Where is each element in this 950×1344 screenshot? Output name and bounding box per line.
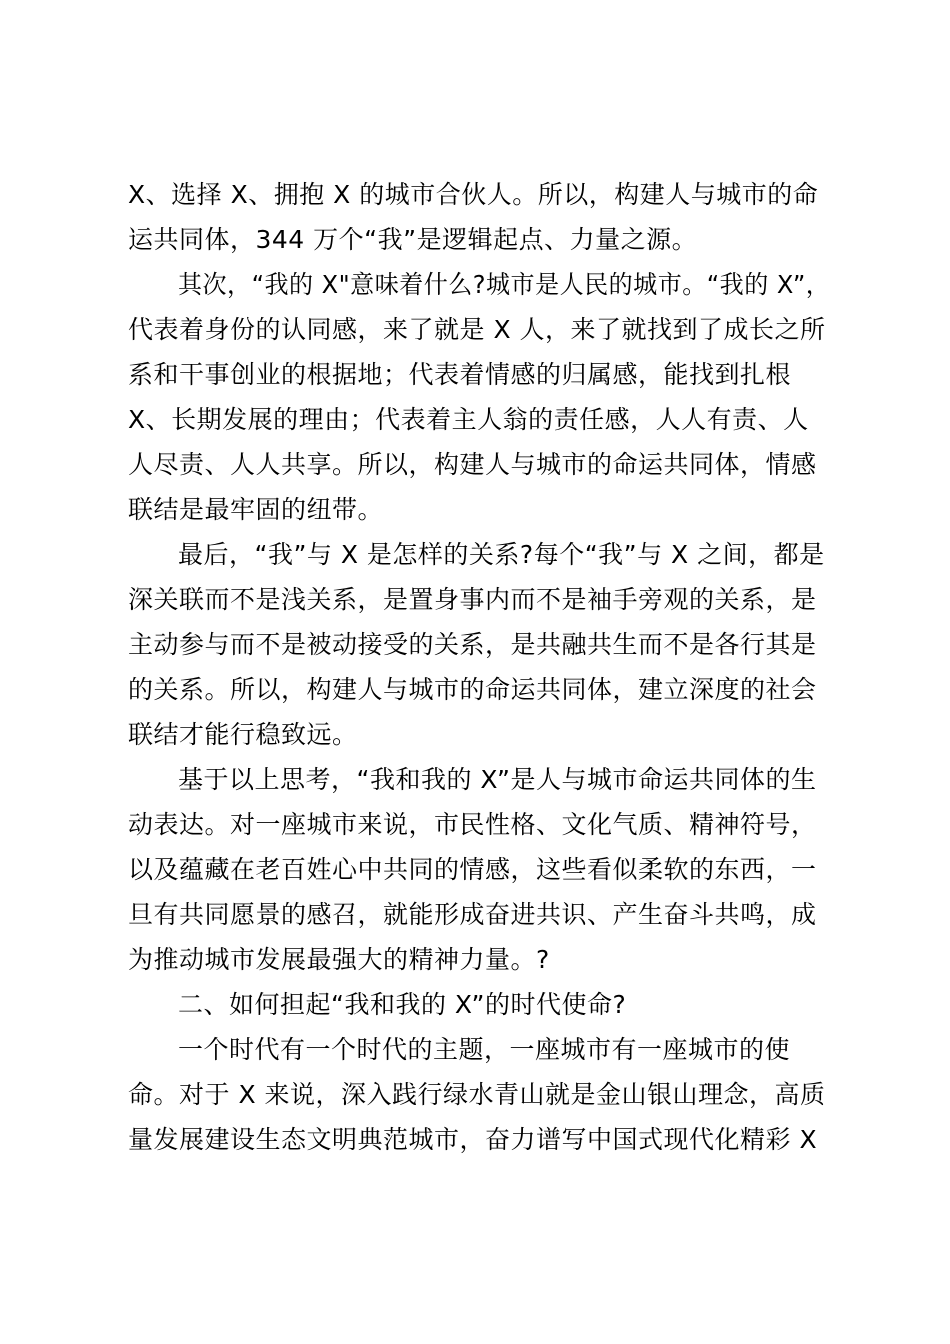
text-line-7: 人尽责、人人共享。所以，构建人与城市的命运共同体，情感 <box>128 450 817 479</box>
text-line-15: 动表达。对一座城市来说，市民性格、文化气质、精神符号， <box>128 810 817 839</box>
section-heading: 二、如何担起“我和我的 X”的时代使命? <box>178 990 627 1019</box>
text-line-1: X、选择 X、拥抱 X 的城市合伙人。所以，构建人与城市的命 <box>128 180 819 209</box>
text-line-14: 基于以上思考，“我和我的 X”是人与城市命运共同体的生 <box>178 765 817 794</box>
text-line-3: 其次，“我的 X"意味着什么?城市是人民的城市。“我的 X”， <box>178 270 831 299</box>
text-line-4: 代表着身份的认同感，来了就是 X 人，来了就找到了成长之所 <box>128 315 826 344</box>
text-line-20: 一个时代有一个时代的主题，一座城市有一座城市的使 <box>178 1035 791 1064</box>
text-line-2: 运共同体，344 万个“我”是逻辑起点、力量之源。 <box>128 225 698 254</box>
text-line-8: 联结是最牢固的纽带。 <box>128 495 384 524</box>
text-line-22: 量发展建设生态文明典范城市，奋力谱写中国式现代化精彩 X <box>128 1125 818 1154</box>
text-line-18: 为推动城市发展最强大的精神力量。? <box>128 945 550 974</box>
text-line-6: X、长期发展的理由；代表着主人翁的责任感，人人有责、人 <box>128 405 809 434</box>
text-line-21: 命。对于 X 来说，深入践行绿水青山就是金山银山理念，高质 <box>128 1080 826 1109</box>
text-line-17: 旦有共同愿景的感召，就能形成奋进共识、产生奋斗共鸣，成 <box>128 900 817 929</box>
text-line-16: 以及蕴藏在老百姓心中共同的情感，这些看似柔软的东西，一 <box>128 855 817 884</box>
text-line-9: 最后，“我”与 X 是怎样的关系?每个“我”与 X 之间，都是 <box>178 540 825 569</box>
text-line-5: 系和干事创业的根据地；代表着情感的归属感，能找到扎根 <box>128 360 792 389</box>
text-line-10: 深关联而不是浅关系，是置身事内而不是袖手旁观的关系，是 <box>128 585 817 614</box>
text-line-11: 主动参与而不是被动接受的关系，是共融共生而不是各行其是 <box>128 630 817 659</box>
text-line-13: 联结才能行稳致远。 <box>128 720 358 749</box>
text-line-12: 的关系。所以，构建人与城市的命运共同体，建立深度的社会 <box>128 675 817 704</box>
